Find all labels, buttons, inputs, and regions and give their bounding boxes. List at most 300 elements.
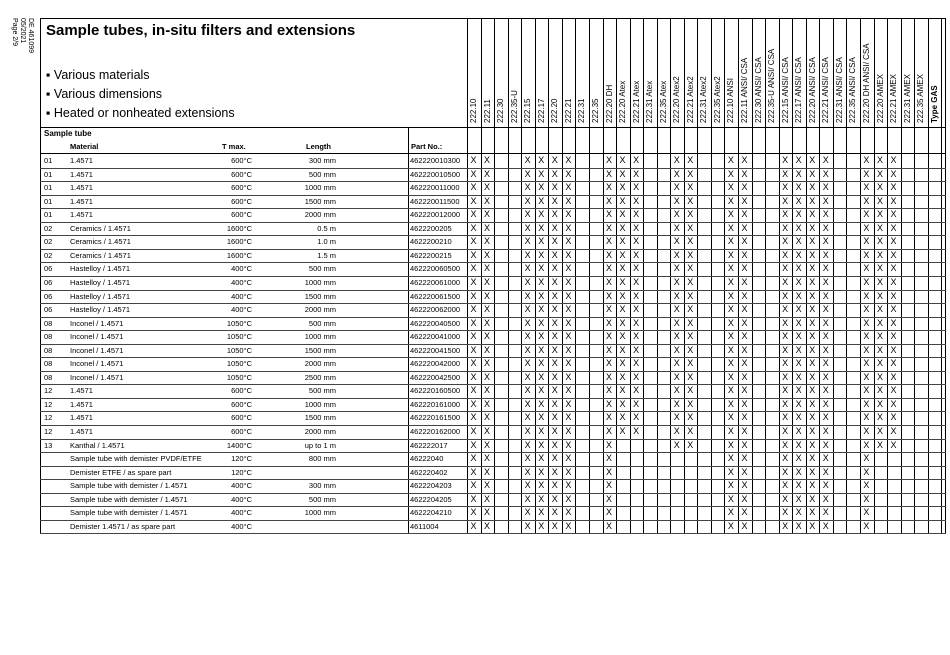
compatibility-mark: X (551, 263, 558, 274)
compatibility-mark: X (538, 385, 545, 396)
column-header: 222.35 AMEX (916, 74, 926, 123)
compatibility-mark: X (605, 412, 612, 423)
compatibility-mark: X (876, 222, 883, 233)
row-tmax: 1050°C (226, 332, 252, 342)
compatibility-mark: X (795, 493, 802, 504)
compatibility-mark: X (822, 195, 829, 206)
compatibility-mark: X (809, 317, 816, 328)
compatibility-mark: X (605, 236, 612, 247)
compatibility-mark: X (633, 412, 640, 423)
compatibility-mark: X (741, 331, 748, 342)
compatibility-mark: X (809, 439, 816, 450)
row-tmax: 1600°C (226, 250, 252, 260)
row-partno: 462220041500 (410, 345, 461, 355)
compatibility-mark: X (484, 222, 491, 233)
compatibility-mark: X (822, 276, 829, 287)
compatibility-mark: X (809, 331, 816, 342)
compatibility-mark: X (876, 439, 883, 450)
compatibility-mark: X (809, 209, 816, 220)
compatibility-mark: X (565, 195, 572, 206)
compatibility-mark: X (633, 290, 640, 301)
column-header: 222.35 ANSI/ CSA (848, 57, 858, 123)
compatibility-mark: X (687, 290, 694, 301)
compatibility-mark: X (619, 358, 626, 369)
row-partno: 4622200215 (410, 250, 452, 260)
compatibility-mark: X (470, 453, 477, 464)
compatibility-mark: X (741, 480, 748, 491)
compatibility-mark: X (795, 480, 802, 491)
compatibility-mark: X (890, 290, 897, 301)
compatibility-mark: X (822, 520, 829, 531)
compatibility-mark: X (538, 466, 545, 477)
compatibility-mark: X (809, 222, 816, 233)
compatibility-mark: X (741, 168, 748, 179)
compatibility-mark: X (727, 195, 734, 206)
compatibility-mark: X (809, 236, 816, 247)
compatibility-mark: X (822, 263, 829, 274)
row-partno: 462220161500 (410, 413, 461, 423)
compatibility-mark: X (565, 466, 572, 477)
compatibility-mark: X (538, 358, 545, 369)
compatibility-mark: X (524, 155, 531, 165)
compatibility-mark: X (782, 209, 789, 220)
compatibility-mark: X (822, 453, 829, 464)
row-material: Inconel / 1.4571 (70, 332, 124, 342)
column-header: 222.11 ANSI/ CSA (740, 57, 749, 123)
compatibility-mark: X (633, 222, 640, 233)
compatibility-mark: X (890, 263, 897, 274)
compatibility-mark: X (633, 317, 640, 328)
compatibility-mark: X (551, 426, 558, 436)
compatibility-mark: X (863, 493, 870, 504)
row-partno: 462220161000 (410, 399, 461, 409)
compatibility-mark: X (741, 426, 748, 436)
compatibility-mark: X (633, 168, 640, 179)
column-header: 222.17 ANSI/ CSA (794, 57, 804, 123)
row-material: Inconel / 1.4571 (70, 318, 124, 328)
compatibility-mark: X (890, 358, 897, 369)
compatibility-mark: X (863, 222, 870, 233)
row-material: Inconel / 1.4571 (70, 372, 124, 382)
compatibility-mark: X (605, 466, 612, 477)
row-length: 1500 mm (304, 345, 336, 355)
compatibility-mark: X (470, 371, 477, 382)
compatibility-mark: X (619, 249, 626, 260)
compatibility-mark: X (795, 317, 802, 328)
row-tmax: 1600°C (226, 237, 252, 247)
compatibility-mark: X (551, 155, 558, 165)
row-code: 08 (44, 372, 53, 382)
row-material: Demister ETFE / as spare part (70, 467, 172, 477)
compatibility-mark: X (565, 290, 572, 301)
compatibility-mark: X (795, 507, 802, 518)
compatibility-mark: X (605, 304, 612, 315)
compatibility-mark: X (470, 290, 477, 301)
compatibility-mark: X (673, 290, 680, 301)
compatibility-mark: X (809, 371, 816, 382)
compatibility-mark: X (876, 155, 883, 165)
compatibility-mark: X (863, 168, 870, 179)
row-length: 2000 mm (304, 427, 336, 436)
row-length: 300 mm (308, 481, 336, 491)
compatibility-mark: X (524, 493, 531, 504)
compatibility-mark: X (470, 412, 477, 423)
compatibility-mark: X (727, 426, 734, 436)
header-partno: Part No.: (411, 142, 443, 151)
compatibility-mark: X (876, 317, 883, 328)
compatibility-mark: X (524, 304, 531, 315)
row-tmax: 1050°C (226, 318, 252, 328)
compatibility-mark: X (565, 331, 572, 342)
compatibility-mark: X (741, 371, 748, 382)
compatibility-mark: X (809, 385, 816, 396)
column-header: 222.21 ANSI/ CSA (821, 57, 831, 123)
row-partno: 4611004 (410, 521, 439, 531)
row-length: 800 mm (308, 454, 336, 464)
compatibility-mark: X (605, 155, 612, 165)
compatibility-mark: X (876, 304, 883, 315)
compatibility-mark: X (795, 155, 802, 165)
compatibility-mark: X (565, 222, 572, 233)
compatibility-mark: X (619, 426, 626, 436)
compatibility-mark: X (524, 480, 531, 491)
compatibility-mark: X (876, 426, 883, 436)
compatibility-mark: X (484, 249, 491, 260)
column-header: 222.31 AMEX (902, 74, 912, 123)
compatibility-mark: X (619, 304, 626, 315)
row-partno: 462220042000 (410, 359, 461, 369)
compatibility-mark: X (619, 290, 626, 301)
compatibility-mark: X (470, 398, 477, 409)
row-code: 08 (44, 359, 53, 369)
row-length: 1500 mm (304, 413, 336, 423)
row-partno: 462220040500 (410, 318, 461, 328)
compatibility-mark: X (795, 426, 802, 436)
compatibility-mark: X (470, 168, 477, 179)
compatibility-mark: X (673, 168, 680, 179)
compatibility-mark: X (822, 182, 829, 193)
compatibility-mark: X (524, 507, 531, 518)
compatibility-mark: X (470, 507, 477, 518)
column-header: 222.17 (536, 98, 546, 123)
compatibility-mark: X (795, 276, 802, 287)
compatibility-mark: X (565, 385, 572, 396)
compatibility-mark: X (470, 317, 477, 328)
compatibility-mark: X (876, 263, 883, 274)
compatibility-mark: X (551, 317, 558, 328)
compatibility-mark: X (673, 344, 680, 355)
compatibility-mark: X (890, 276, 897, 287)
compatibility-mark: X (673, 182, 680, 193)
row-partno: 462220160500 (410, 386, 461, 396)
row-material: 1.4571 (70, 183, 93, 193)
compatibility-mark: X (538, 371, 545, 382)
compatibility-mark: X (741, 263, 748, 274)
compatibility-mark: X (782, 263, 789, 274)
bullet-extensions: ▪ Heated or nonheated extensions (46, 106, 235, 120)
row-material: Demister 1.4571 / as spare part (70, 521, 176, 531)
compatibility-mark: X (551, 507, 558, 518)
row-length: 2000 mm (304, 210, 336, 220)
column-header: 222.30 ANSI/ CSA (753, 57, 763, 123)
compatibility-mark: X (484, 398, 491, 409)
column-header: 222.35 Atex2 (712, 76, 722, 123)
compatibility-mark: X (551, 209, 558, 220)
compatibility-mark: X (619, 371, 626, 382)
compatibility-mark: X (795, 331, 802, 342)
compatibility-mark: X (605, 426, 612, 436)
compatibility-mark: X (565, 412, 572, 423)
column-header: 222.35-U (509, 90, 519, 123)
compatibility-mark: X (863, 195, 870, 206)
compatibility-mark: X (822, 222, 829, 233)
compatibility-mark: X (619, 398, 626, 409)
compatibility-mark: X (551, 168, 558, 179)
compatibility-mark: X (551, 358, 558, 369)
compatibility-mark: X (484, 412, 491, 423)
compatibility-mark: X (822, 426, 829, 436)
row-material: 1.4571 (70, 386, 93, 396)
row-tmax: 400°C (231, 264, 252, 274)
compatibility-mark: X (538, 209, 545, 220)
compatibility-mark: X (470, 249, 477, 260)
row-code: 01 (44, 210, 53, 220)
compatibility-mark: X (795, 371, 802, 382)
compatibility-mark: X (822, 209, 829, 220)
compatibility-mark: X (605, 344, 612, 355)
compatibility-mark: X (565, 426, 572, 436)
compatibility-mark: X (605, 507, 612, 518)
doc-date: 05/2021 (19, 18, 26, 44)
compatibility-mark: X (470, 195, 477, 206)
row-tmax: 1050°C (226, 359, 252, 369)
row-length: 1000 mm (304, 183, 336, 193)
compatibility-mark: X (565, 493, 572, 504)
compatibility-mark: X (633, 209, 640, 220)
compatibility-mark: X (741, 493, 748, 504)
column-header: 222.20 (550, 98, 560, 123)
row-code: 12 (44, 399, 53, 409)
compatibility-mark: X (619, 385, 626, 396)
compatibility-mark: X (727, 304, 734, 315)
bullet-dimensions: ▪ Various dimensions (46, 87, 163, 101)
compatibility-mark: X (484, 344, 491, 355)
row-length: 1000 mm (304, 508, 336, 518)
compatibility-mark: X (633, 249, 640, 260)
compatibility-mark: X (809, 290, 816, 301)
row-partno: 462220062000 (410, 305, 461, 315)
row-length: 0.5 m (317, 223, 336, 233)
compatibility-mark: X (484, 331, 491, 342)
compatibility-mark: X (863, 371, 870, 382)
compatibility-mark: X (809, 398, 816, 409)
compatibility-mark: X (741, 304, 748, 315)
compatibility-mark: X (605, 371, 612, 382)
compatibility-mark: X (687, 222, 694, 233)
compatibility-mark: X (524, 236, 531, 247)
column-header: Type GAS (929, 85, 939, 123)
compatibility-mark: X (524, 182, 531, 193)
compatibility-mark: X (727, 453, 734, 464)
compatibility-mark: X (605, 317, 612, 328)
compatibility-mark: X (565, 507, 572, 518)
compatibility-mark: X (484, 426, 491, 436)
compatibility-mark: X (741, 317, 748, 328)
row-tmax: 400°C (231, 481, 252, 491)
compatibility-mark: X (633, 276, 640, 287)
compatibility-mark: X (538, 263, 545, 274)
compatibility-mark: X (876, 182, 883, 193)
compatibility-mark: X (863, 398, 870, 409)
compatibility-mark: X (795, 249, 802, 260)
compatibility-mark: X (605, 480, 612, 491)
compatibility-mark: X (551, 520, 558, 531)
compatibility-mark: X (863, 249, 870, 260)
row-material: 1.4571 (70, 169, 93, 179)
row-length: 500 mm (308, 169, 336, 179)
compatibility-mark: X (538, 507, 545, 518)
compatibility-mark: X (605, 453, 612, 464)
compatibility-mark: X (470, 236, 477, 247)
compatibility-mark: X (782, 426, 789, 436)
row-partno: 462220010300 (410, 156, 461, 165)
compatibility-mark: X (673, 249, 680, 260)
column-header: 222.20 ANSI/ CSA (807, 57, 817, 123)
compatibility-mark: X (741, 412, 748, 423)
compatibility-mark: X (863, 236, 870, 247)
compatibility-mark: X (863, 426, 870, 436)
compatibility-mark: X (619, 155, 626, 165)
compatibility-mark: X (470, 304, 477, 315)
compatibility-mark: X (687, 412, 694, 423)
row-material: Hastelloy / 1.4571 (70, 305, 131, 315)
row-partno: 4622200205 (410, 223, 452, 233)
compatibility-mark: X (795, 385, 802, 396)
compatibility-mark: X (890, 195, 897, 206)
compatibility-mark: X (633, 426, 640, 436)
column-header: 222.20 DH ANSI/ CSA (861, 43, 871, 123)
compatibility-mark: X (727, 236, 734, 247)
compatibility-mark: X (551, 182, 558, 193)
compatibility-mark: X (673, 358, 680, 369)
compatibility-mark: X (673, 195, 680, 206)
compatibility-mark: X (782, 453, 789, 464)
compatibility-mark: X (890, 222, 897, 233)
row-code: 08 (44, 318, 53, 328)
compatibility-mark: X (524, 520, 531, 531)
compatibility-mark: X (551, 344, 558, 355)
row-length: 2000 mm (304, 305, 336, 315)
compatibility-mark: X (727, 249, 734, 260)
compatibility-mark: X (551, 371, 558, 382)
compatibility-mark: X (809, 520, 816, 531)
compatibility-mark: X (782, 155, 789, 165)
row-partno: 4622200210 (410, 237, 452, 247)
compatibility-mark: X (890, 426, 897, 436)
table-row (40, 533, 946, 534)
compatibility-mark: X (822, 439, 829, 450)
compatibility-mark: X (673, 155, 680, 165)
compatibility-mark: X (605, 222, 612, 233)
compatibility-mark: X (524, 426, 531, 436)
column-header: 222.21 AMEX (889, 74, 899, 123)
compatibility-mark: X (687, 344, 694, 355)
compatibility-mark: X (795, 195, 802, 206)
row-partno: 462222017 (410, 440, 448, 450)
header-tmax: T max. (222, 142, 246, 151)
compatibility-mark: X (822, 249, 829, 260)
compatibility-mark: X (890, 385, 897, 396)
column-header: 222.20 AMEX (875, 74, 885, 123)
compatibility-mark: X (565, 249, 572, 260)
compatibility-mark: X (619, 276, 626, 287)
compatibility-mark: X (565, 182, 572, 193)
compatibility-mark: X (538, 222, 545, 233)
compatibility-mark: X (876, 331, 883, 342)
compatibility-mark: X (782, 385, 789, 396)
compatibility-mark: X (687, 249, 694, 260)
compatibility-mark: X (551, 385, 558, 396)
compatibility-mark: X (538, 249, 545, 260)
row-material: 1.4571 (70, 210, 93, 220)
row-material: Inconel / 1.4571 (70, 345, 124, 355)
row-material: 1.4571 (70, 427, 93, 436)
compatibility-mark: X (809, 426, 816, 436)
compatibility-mark: X (727, 493, 734, 504)
row-material: Ceramics / 1.4571 (70, 223, 131, 233)
compatibility-mark: X (890, 344, 897, 355)
compatibility-mark: X (470, 466, 477, 477)
compatibility-mark: X (727, 439, 734, 450)
compatibility-mark: X (551, 331, 558, 342)
compatibility-mark: X (782, 493, 789, 504)
compatibility-mark: X (687, 358, 694, 369)
compatibility-mark: X (551, 195, 558, 206)
row-material: Sample tube with demister / 1.4571 (70, 481, 188, 491)
compatibility-mark: X (890, 168, 897, 179)
row-length: 2000 mm (304, 359, 336, 369)
row-code: 12 (44, 413, 53, 423)
compatibility-mark: X (484, 493, 491, 504)
compatibility-mark: X (822, 358, 829, 369)
compatibility-mark: X (538, 344, 545, 355)
compatibility-mark: X (565, 236, 572, 247)
compatibility-mark: X (538, 426, 545, 436)
compatibility-mark: X (484, 155, 491, 165)
row-tmax: 600°C (231, 413, 252, 423)
compatibility-mark: X (687, 276, 694, 287)
row-tmax: 600°C (231, 399, 252, 409)
compatibility-mark: X (890, 398, 897, 409)
compatibility-mark: X (890, 304, 897, 315)
compatibility-mark: X (687, 304, 694, 315)
row-partno: 4622204203 (410, 481, 452, 491)
compatibility-mark: X (484, 168, 491, 179)
compatibility-mark: X (619, 317, 626, 328)
compatibility-mark: X (795, 236, 802, 247)
compatibility-mark: X (822, 398, 829, 409)
compatibility-mark: X (727, 276, 734, 287)
compatibility-mark: X (795, 453, 802, 464)
compatibility-mark: X (687, 182, 694, 193)
compatibility-mark: X (863, 276, 870, 287)
compatibility-mark: X (565, 263, 572, 274)
row-tmax: 1050°C (226, 372, 252, 382)
row-code: 06 (44, 305, 53, 315)
compatibility-mark: X (727, 358, 734, 369)
compatibility-mark: X (741, 182, 748, 193)
compatibility-mark: X (795, 168, 802, 179)
